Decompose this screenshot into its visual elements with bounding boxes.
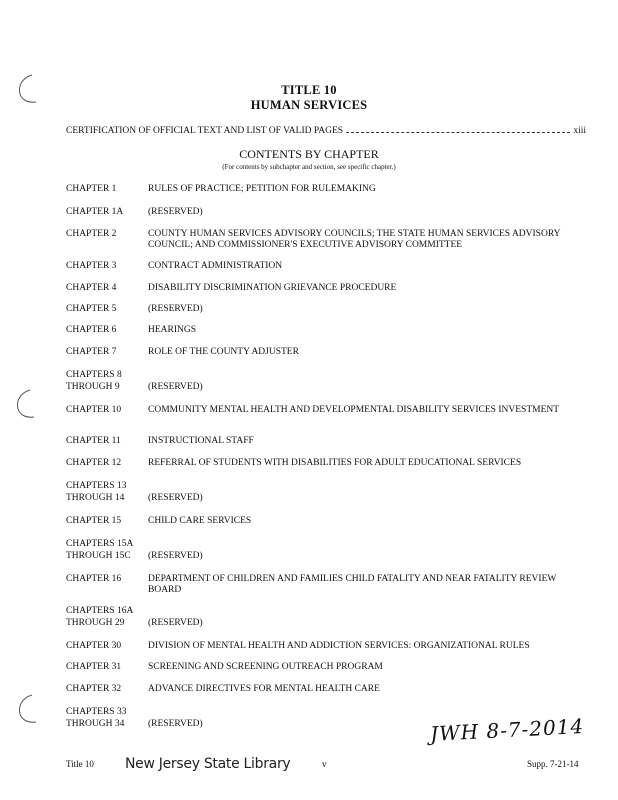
chapter-title: SCREENING AND SCREENING OUTREACH PROGRAM (148, 662, 383, 672)
dot-leader (346, 125, 570, 133)
certification-page: xiii (573, 126, 586, 136)
page-subtitle: HUMAN SERVICES (250, 98, 368, 112)
page-number: v (322, 759, 327, 769)
document-page: TITLE 10 HUMAN SERVICES CERTIFICATION OF OFFICIAL TEXT AND LIST OF VALID PAGES xiii CONTENTS BY CHAPTER (For contents by subchapter and section, see specific chapter.) CHAPTER 1 RULES OF PRACTICE; PETITION FOR RULEMAKING CHAPTER 1A (RESERVED) CHAPTER 2 COUNTY HUMAN SERVICES ADVISORY COUNCILS; THE STATE HUMAN SERVICES ADVISORY COUNCIL; AND COMMISSIONER'S EXECUTIVE ADVISORY COMMITTEE CHAPTER 3 CONTRACT ADMINISTRATION CHAPTER 4 DISABILITY DISCRIMINATION GRIEVANCE PROCEDURE CHAPTER 5 (RESERVED) CHAPTER 6 HEARINGS CHAPTER 7 ROLE OF THE COUNTY ADJUSTER CHAPTERS 8 THROUGH 9 (RESERVED) CHAPTER 10 COMMUNITY MENTAL HEALTH AND DEVELOPMENTAL DISABILITY SERVICES INVESTMENT CHAPTER 11 INSTRUCTIONAL STAFF CHAPTER 12 REFERRAL OF STUDENTS WITH DISABILITIES FOR ADULT EDUCATIONAL SERVICES CHAPTERS 13 THROUGH 14 (RESERVED) CHAPTER 15 CHILD CARE SERVICES CHAPTERS 15A THROUGH 15C (RESERVED) CHAPTER 16 DEPARTMENT OF CHILDREN AND FAMILIES CHILD FATALITY AND NEAR FATALITY REVIEW BOARD CHAPTERS 16A THROUGH 29 (RESERVED) CHAPTER 30 DIVISION OF MENTAL HEALTH AND ADDICTION SERVICES: ORGANIZATIONAL RULES CHAPTER 31 SCREENING AND SCREENING OUTREACH PROGRAM CHAPTER 32 ADVANCE DIRECTIVES FOR MENTAL HEALTH CARE CHAPTERS 33 THROUGH 34 (RESERVED) JWH 8-7-2014 Title 10 New Jersey State Library v Supp. 7-21-14 (0, 0, 618, 800)
chapter-range-start: CHAPTERS 8 (66, 370, 122, 380)
chapter-title: HEARINGS (148, 325, 197, 335)
certification-label: CERTIFICATION OF OFFICIAL TEXT AND LIST OF VALID PAGES (66, 126, 344, 136)
chapter-range-start: CHAPTERS 16A (66, 606, 134, 616)
chapter-title: COUNTY HUMAN SERVICES ADVISORY COUNCILS; THE STATE HUMAN SERVICES ADVISORY COUNCIL; AND COMMISSIONER'S EXECUTIVE ADVISORY COMMITTEE (148, 229, 561, 250)
chapter-title: (RESERVED) (148, 618, 203, 628)
chapter-title: DEPARTMENT OF CHILDREN AND FAMILIES CHILD FATALITY AND NEAR FATALITY REVIEW BOARD (148, 574, 557, 595)
chapter-title: RULES OF PRACTICE; PETITION FOR RULEMAKING (148, 184, 376, 194)
contents-note: (For contents by subchapter and section, see specific chapter.) (222, 163, 396, 171)
chapter-range-start: CHAPTERS 33 (66, 707, 127, 717)
chapter-title: (RESERVED) (148, 207, 203, 217)
chapter-title: (RESERVED) (148, 551, 203, 561)
chapter-title: (RESERVED) (148, 382, 203, 392)
footer-title: Title 10 (66, 759, 94, 769)
chapter-title: ROLE OF THE COUNTY ADJUSTER (148, 347, 299, 357)
chapter-title: ADVANCE DIRECTIVES FOR MENTAL HEALTH CARE (148, 684, 380, 694)
chapter-title: COMMUNITY MENTAL HEALTH AND DEVELOPMENTAL DISABILITY SERVICES INVESTMENT (148, 405, 560, 415)
contents-heading: CONTENTS BY CHAPTER (239, 147, 379, 161)
chapter-title: REFERRAL OF STUDENTS WITH DISABILITIES FOR ADULT EDUCATIONAL SERVICES (148, 458, 522, 468)
chapter-title: (RESERVED) (148, 719, 203, 729)
chapter-title: (RESERVED) (148, 493, 203, 503)
chapter-title: INSTRUCTIONAL STAFF (148, 436, 254, 446)
certification-line (66, 125, 586, 136)
hole-punch-mark-middle (12, 387, 42, 421)
supplement-date: Supp. 7-21-14 (527, 759, 579, 769)
chapter-title: CHILD CARE SERVICES (148, 516, 252, 526)
hole-punch-mark-bottom (14, 692, 44, 726)
chapter-title: DIVISION OF MENTAL HEALTH AND ADDICTION SERVICES: ORGANIZATIONAL RULES (148, 641, 530, 651)
chapter-title: DISABILITY DISCRIMINATION GRIEVANCE PROCEDURE (148, 283, 397, 293)
page-title: TITLE 10 (281, 83, 337, 97)
chapter-title: (RESERVED) (148, 304, 203, 314)
chapter-range-start: CHAPTERS 13 (66, 481, 127, 491)
chapter-range-start: CHAPTERS 15A (66, 539, 134, 549)
chapter-title: CONTRACT ADMINISTRATION (148, 261, 283, 271)
handwritten-initials-date: JWH 8-7-2014 (429, 713, 585, 747)
library-stamp: New Jersey State Library (125, 756, 291, 772)
